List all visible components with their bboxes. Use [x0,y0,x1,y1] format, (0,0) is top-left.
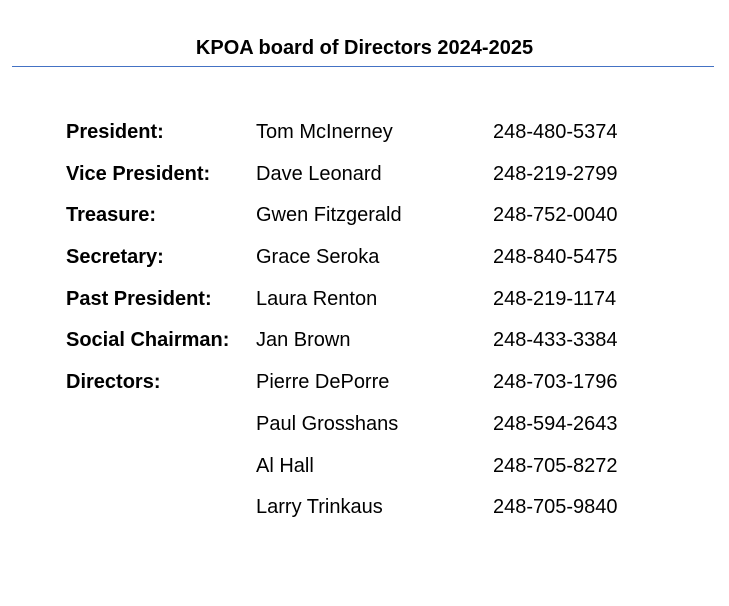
roster-row [66,279,686,321]
roster-row [66,154,686,196]
member-name: Larry Trinkaus [256,496,383,519]
title-underline [12,66,714,67]
phone-number: 248-219-1174 [493,287,617,310]
phone-number: 248-219-2799 [493,162,618,185]
member-name: Paul Grosshans [256,412,399,435]
member-name: Pierre DePorre [256,371,390,394]
role-label: President: [66,121,164,143]
phone-number: 248-480-5374 [493,121,618,143]
roster-row [66,404,686,446]
phone-number: 248-840-5475 [493,246,618,269]
phone-number: 248-752-0040 [493,204,618,227]
phone-number: 248-433-3384 [493,329,618,352]
phone-number: 248-703-1796 [493,371,618,394]
roster-row [66,112,686,154]
member-name: Grace Seroka [256,246,380,269]
roster-row [66,487,686,529]
roster-row [66,446,686,488]
roster-row [66,237,686,279]
board-roster [66,112,686,529]
member-name: Tom McInerney [256,121,393,143]
role-label: Treasure: [66,204,157,227]
member-name: Jan Brown [256,329,351,352]
roster-row [66,320,686,362]
phone-number: 248-705-9840 [493,496,618,519]
role-label: Secretary: [66,246,164,269]
role-label: Social Chairman: [66,329,230,352]
roster-row [66,195,686,237]
member-name: Laura Renton [256,287,378,310]
role-label: Past President: [66,287,212,310]
member-name: Al Hall [256,454,314,477]
roster-row [66,362,686,404]
phone-number: 248-705-8272 [493,454,618,477]
role-label: Directors: [66,371,161,394]
member-name: Dave Leonard [256,162,382,185]
phone-number: 248-594-2643 [493,412,618,435]
document-title: KPOA board of Directors 2024-2025 [195,37,534,59]
role-label: Vice President: [66,162,211,185]
member-name: Gwen Fitzgerald [256,204,402,227]
